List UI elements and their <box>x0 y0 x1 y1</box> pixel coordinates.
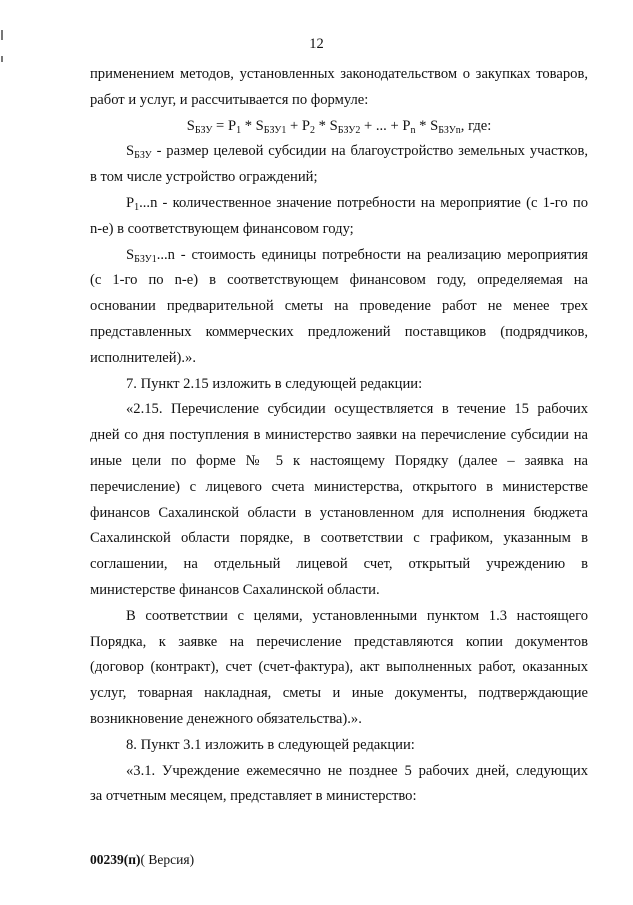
text-line: перечисление) с лицевого счета министерства, открытого в министерстве <box>90 478 588 495</box>
text-line: применением методов, установленных законодательством о закупках товаров, <box>90 66 588 82</box>
text-line: министерстве финансов Сахалинской области. <box>90 581 380 598</box>
text-line: в том числе устройство ограждений; <box>90 169 318 186</box>
text-line: финансов Сахалинской области в установленном для исполнения бюджета <box>90 504 588 521</box>
document-version: ( Версия) <box>140 852 195 867</box>
text-line: иные цели по форме № 5 к настоящему Порядку (далее – заявка на <box>90 452 588 469</box>
text-line: «3.1. Учреждение ежемесячно не позднее 5 рабочих дней, следующих <box>126 762 588 779</box>
text-line: (договор (контракт), счет (счет-фактура), акт выполненных работ, оказанных <box>90 659 588 676</box>
text-line: (с 1-го по n-е) в соответствующем финансовом году, определяемая на <box>90 272 588 289</box>
formula: $S_{БЗУ} = P_1 * S_{БЗУ1} + P_2 * S_{БЗУ2}$ + ... + $P_n * S_{БЗУn}$, где: <box>186 117 492 136</box>
text-line: $S_{БЗУ}$ - размер целевой субсидии на благоустройство земельных участков, <box>126 143 588 162</box>
text-line: возникновение денежного обязательства).». <box>90 710 362 727</box>
text-line: n-е) в соответствующем финансовом году; <box>90 220 354 237</box>
document-footer <box>90 852 194 868</box>
text-line: представленных коммерческих предложений поставщиков (подрядчиков, <box>90 323 588 340</box>
text-line: «2.15. Перечисление субсидии осуществляется в течение 15 рабочих <box>126 401 588 418</box>
page-number: 12 <box>309 36 324 52</box>
text-line: Сахалинской области порядке, в соответствии с графиком, указанным в <box>90 530 588 547</box>
binder-mark <box>1 56 3 62</box>
text-line: соглашении, на отдельный лицевой счет, открытый учреждению в <box>90 556 588 573</box>
text-line: услуг, товарная накладная, сметы и иные документы, подтверждающие <box>90 685 588 702</box>
text-line: исполнителей).». <box>90 349 196 366</box>
text-line: Порядка, к заявке на перечисление представляются копии документов <box>90 633 588 650</box>
text-line: 8. Пункт 3.1 изложить в следующей редакции: <box>126 736 415 753</box>
text-line: $S_{БЗУ1}...n$ - стоимость единицы потребности на реализацию мероприятия <box>126 246 588 265</box>
text-line: работ и услуг, и рассчитывается по формуле: <box>90 91 369 108</box>
text-line: основании предварительной сметы на проведение работ не менее трех <box>90 298 588 315</box>
text-line: за отчетным месяцем, представляет в министерство: <box>90 788 417 805</box>
text-line: В соответствии с целями, установленными пунктом 1.3 настоящего <box>126 607 588 624</box>
document-body <box>90 62 588 810</box>
text-line: дней со дня поступления в министерство заявки на перечисление субсидии на <box>90 427 588 444</box>
text-line: $P_1...n$ - количественное значение потребности на мероприятие (с 1-го по <box>126 194 588 213</box>
document-code: 00239(п) <box>90 852 141 867</box>
text-line: 7. Пункт 2.15 изложить в следующей редакции: <box>126 375 423 392</box>
